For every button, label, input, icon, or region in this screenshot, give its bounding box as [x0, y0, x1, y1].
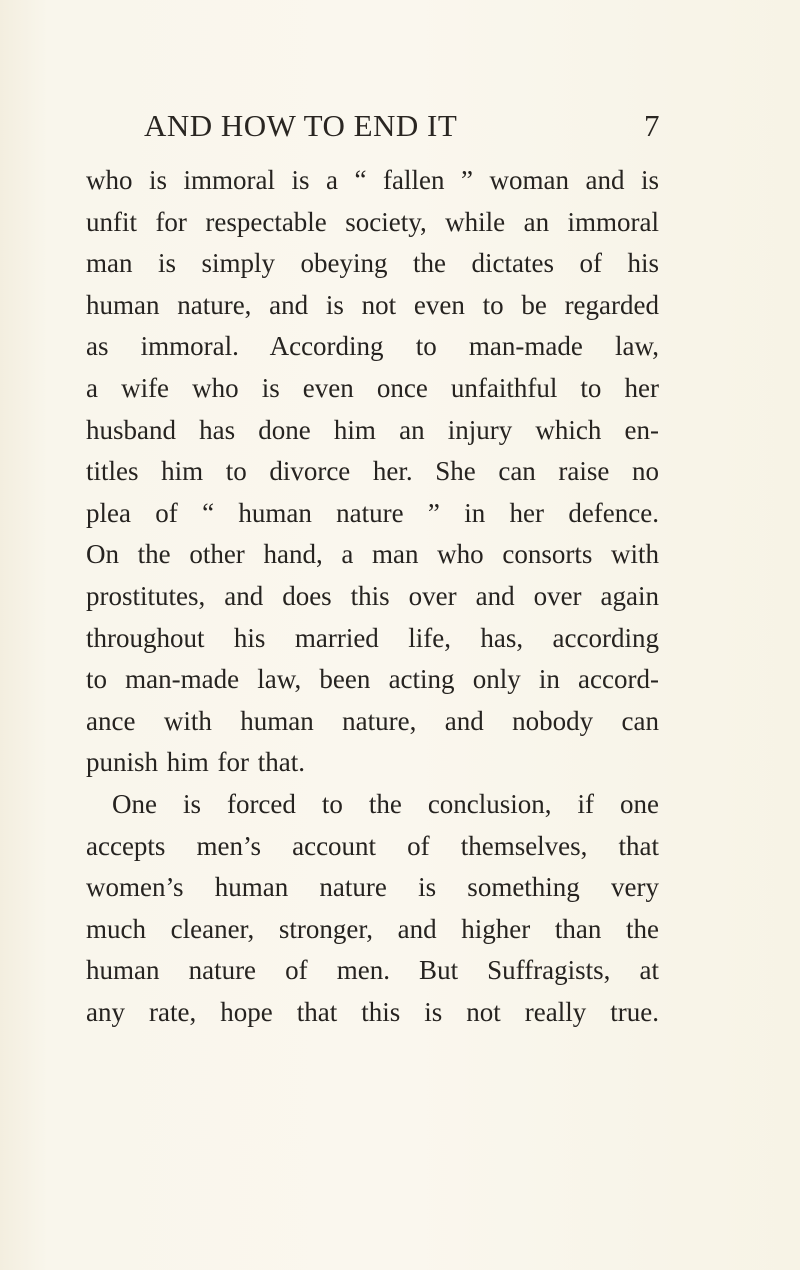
text-line: husband has done him an injury which en- — [86, 414, 659, 445]
text-line: to man-made law, been acting only in accord- — [86, 664, 659, 695]
text-line: man is simply obeying the dictates of his — [86, 248, 659, 279]
text-line: prostitutes, and does this over and over again — [86, 580, 659, 611]
text-line: who is immoral is a “ fallen ” woman and is — [86, 165, 659, 195]
text-line: as immoral. According to man-made law, — [86, 331, 659, 362]
running-title: AND HOW TO END IT — [144, 108, 458, 143]
page-number: 7 — [644, 108, 660, 143]
text-line: women’s human nature is something very — [86, 872, 659, 903]
text-line: throughout his married life, has, according — [86, 622, 659, 653]
text-line: human nature, and is not even to be regarded — [86, 289, 659, 320]
text-line: any rate, hope that this is not really true. — [86, 996, 659, 1027]
text-line: human nature of men. But Suffragists, at — [86, 955, 659, 986]
text-line: accepts men’s account of themselves, that — [86, 830, 659, 861]
text-line: a wife who is even once unfaithful to her — [86, 372, 659, 403]
text-line: punish him for that. — [86, 747, 305, 778]
text-line: much cleaner, stronger, and higher than the — [86, 913, 659, 944]
paragraph-start-line: One is forced to the conclusion, if one — [112, 788, 659, 819]
text-line: On the other hand, a man who consorts with — [86, 539, 659, 570]
running-head — [144, 108, 660, 148]
text-line: unfit for respectable society, while an immoral — [86, 206, 659, 237]
text-line: plea of “ human nature ” in her defence. — [86, 497, 659, 528]
text-line: titles him to divorce her. She can raise no — [86, 456, 659, 487]
body-text — [86, 160, 659, 1033]
text-line: ance with human nature, and nobody can — [86, 705, 659, 736]
